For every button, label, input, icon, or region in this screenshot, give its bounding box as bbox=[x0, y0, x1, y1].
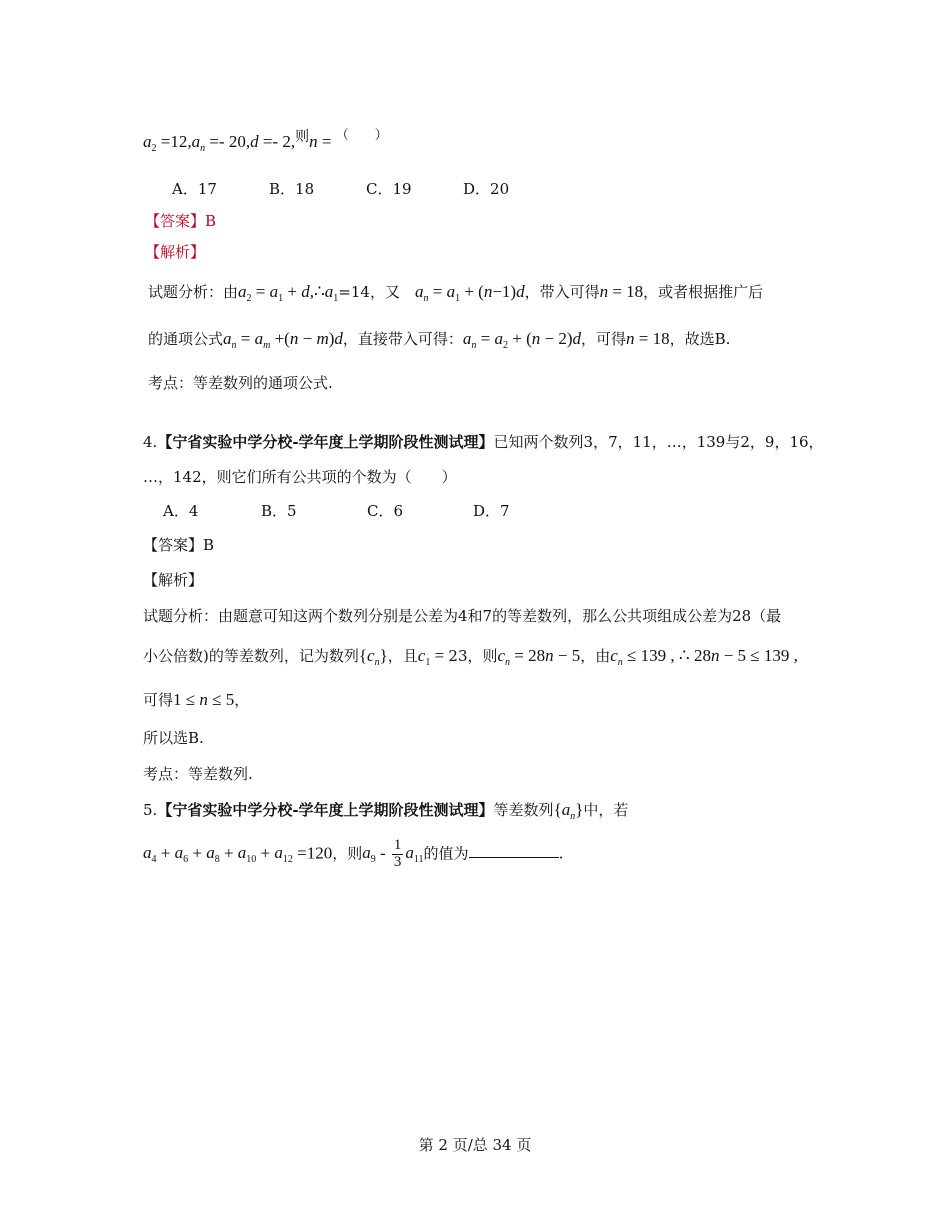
q4-analysis-label: 【解析】 bbox=[143, 571, 204, 589]
q3-paren: （ ） bbox=[335, 128, 388, 143]
q4-analysis-line1: 试题分析：由题意可知这两个数列分别是公差为4和7的等差数列，那么公共项组成公差为28（最 bbox=[143, 607, 782, 625]
q4-analysis-line4: 所以选B. bbox=[143, 729, 204, 747]
q3-option-c: C．19 bbox=[366, 180, 412, 198]
q3-options bbox=[172, 180, 509, 198]
q4-analysis-line3: 可得1 ≤ n ≤ 5， bbox=[143, 690, 250, 709]
q3-option-b: B．18 bbox=[269, 180, 315, 198]
q4-source: 【宁省实验中学分校-学年度上学期阶段性测试理】 bbox=[157, 433, 494, 451]
q3-analysis-line1: 试题分析：由$a_2 = a_1$ + $d,\therefore a_1=14$，又 $a_n = a_1 + (n-1)d$，带入可得n = 18，或者根据推广后 bbox=[148, 282, 764, 304]
q4-option-d: D．7 bbox=[473, 502, 510, 520]
q4-stem-line1: 4.【宁省实验中学分校-学年度上学期阶段性测试理】已知两个数列3，7，11，…，139与2，9，16， bbox=[143, 433, 824, 451]
q3-stem-tail: 则 bbox=[295, 129, 310, 145]
q5-number: 5. bbox=[143, 801, 158, 819]
q4-option-b: B．5 bbox=[261, 502, 297, 520]
q3-analysis-line2: 的通项公式$a_n = a_m +(n - m)d$，直接带入可得：$a_n = a_2 + (n - 2)d$，可得n = 18，故选B. bbox=[148, 329, 731, 351]
q4-options bbox=[163, 502, 510, 520]
q4-number: 4. bbox=[143, 433, 158, 451]
page-footer: 第 2 页/总 34 页 bbox=[418, 1136, 532, 1154]
q4-option-c: C．6 bbox=[367, 502, 404, 520]
q3-option-d: D．20 bbox=[463, 180, 510, 198]
q4-analysis-line2: 小公倍数)的等差数列，记为数列$\{c_n\}$，且$c_1 = 23$，则$c_n = 28n - 5$，由$c_n \le 139$ , ∴ 28n − 5 ≤ 139 , bbox=[143, 646, 798, 668]
q5-answer-blank[interactable] bbox=[469, 843, 559, 858]
q3-stem: $a_2 =12,a_n =- 20,d =- 2$,则n = （ ） bbox=[143, 128, 388, 154]
q3-answer: 【答案】B bbox=[145, 212, 217, 230]
q5-stem-line1: 5.【宁省实验中学分校-学年度上学期阶段性测试理】等差数列$\{a_n\}$中，若 bbox=[143, 800, 629, 822]
q4-option-a: A．4 bbox=[163, 502, 199, 520]
q5-source: 【宁省实验中学分校-学年度上学期阶段性测试理】 bbox=[157, 801, 494, 819]
q5-stem-line2: $a_4 + a_6 + a_8 + a_{10} + a_{12} =120$，则$a_9$ - $\frac{1}{3}$ $a_{11}$的值为 . bbox=[143, 837, 564, 870]
q3-option-a: A．17 bbox=[172, 180, 217, 198]
q4-stem-line2: …，142，则它们所有公共项的个数为（ ） bbox=[143, 468, 457, 486]
q4-answer: 【答案】B bbox=[143, 536, 215, 554]
q3-kaodian: 考点：等差数列的通项公式. bbox=[148, 374, 333, 392]
q3-analysis-label: 【解析】 bbox=[145, 243, 206, 261]
fraction-one-third: $\frac{1}{3}$ bbox=[393, 837, 402, 870]
q4-kaodian: 考点：等差数列. bbox=[143, 765, 253, 783]
